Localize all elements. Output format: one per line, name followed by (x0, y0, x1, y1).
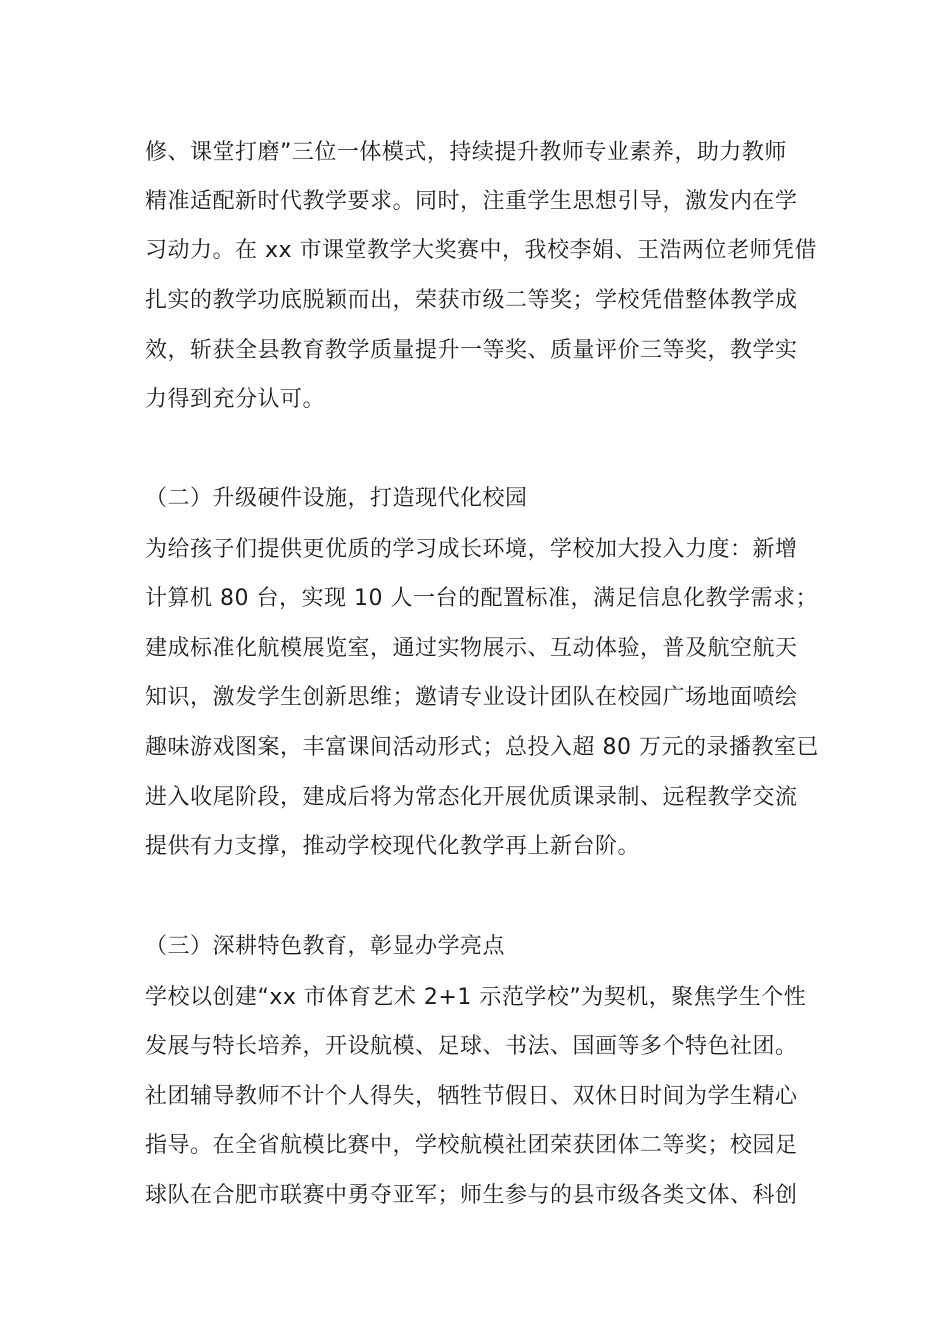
text-line: 计算机 80 台，实现 10 人一台的配置标准，满足信息化教学需求； (145, 586, 818, 611)
text-line: 力得到充分认可。 (145, 387, 326, 412)
text-line: 精准适配新时代教学要求。同时，注重学生思想引导，激发内在学 (145, 189, 798, 214)
text-line: 效，斩获全县教育教学质量提升一等奖、质量评价三等奖，教学实 (145, 338, 798, 363)
text-line: 社团辅导教师不计个人得失，牺牲节假日、双休日时间为学生精心 (145, 1084, 798, 1109)
section-heading: （三）深耕特色教育，彰显办学亮点 (145, 934, 506, 959)
text-line: 指导。在全省航模比赛中，学校航模社团荣获团体二等奖；校园足 (145, 1133, 798, 1158)
text-line: 修、课堂打磨”三位一体模式，持续提升教师专业素养，助力教师 (145, 140, 787, 165)
text-line: 提供有力支撑，推动学校现代化教学再上新台阶。 (145, 834, 641, 859)
text-line: 趣味游戏图案，丰富课间活动形式；总投入超 80 万元的录播教室已 (145, 735, 819, 760)
text-line: 建成标准化航模展览室，通过实物展示、互动体验，普及航空航天 (145, 636, 798, 661)
section-heading: （二）升级硬件设施，打造现代化校园 (145, 486, 528, 511)
text-line: 习动力。在 xx 市课堂教学大奖赛中，我校李娟、王浩两位老师凭借 (145, 238, 818, 263)
text-line: 球队在合肥市联赛中勇夺亚军；师生参与的县市级各类文体、科创 (145, 1183, 798, 1208)
text-line: 知识，激发学生创新思维；邀请专业设计团队在校园广场地面喷绘 (145, 685, 798, 710)
text-line: 进入收尾阶段，建成后将为常态化开展优质课录制、远程教学交流 (145, 785, 798, 810)
text-line: 学校以创建“xx 市体育艺术 2+1 示范学校”为契机，聚焦学生个性 (145, 985, 807, 1010)
text-line: 发展与特长培养，开设航模、足球、书法、国画等多个特色社团。 (145, 1034, 798, 1059)
text-line: 为给孩子们提供更优质的学习成长环境，学校加大投入力度：新增 (145, 537, 798, 562)
text-line: 扎实的教学功底脱颖而出，荣获市级二等奖；学校凭借整体教学成 (145, 288, 798, 313)
